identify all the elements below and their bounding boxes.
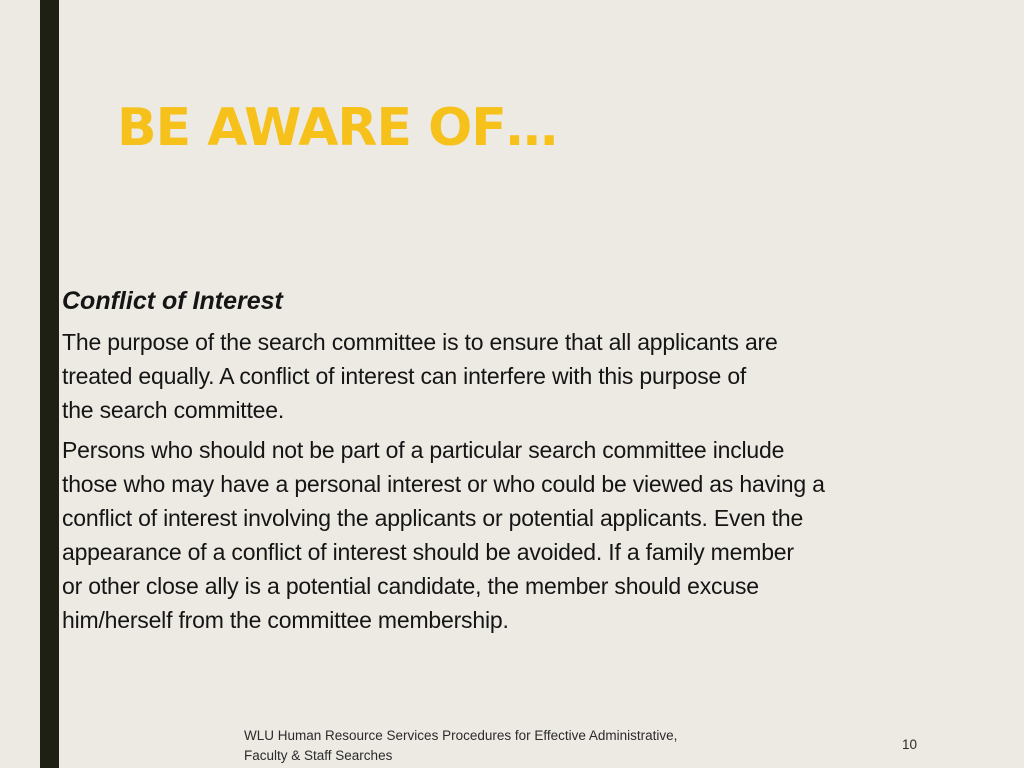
slide-content [62,283,962,643]
paragraph-persons: Persons who should not be part of a particular search committee include those who may have a personal interest or who could be viewed as having a conflict of interest involving the applicants or potential applicants. Even the appearance of a conflict of interest should be avoided. If a family member or other close ally is a potential candidate, the member should excuse him/herself from the committee membership. [62,437,825,633]
page-number: 10 [902,737,918,752]
slide-title: BE AWARE OF… [117,98,557,158]
paragraph-purpose: The purpose of the search committee is to ensure that all applicants are treated equally. A conflict of interest can interfere with this purpose of the search committee. [62,329,778,423]
section-heading: Conflict of Interest [62,287,283,315]
left-accent-bar [40,0,59,768]
footer-text: WLU Human Resource Services Procedures for Effective Administrative, Faculty & Staff Searches [244,728,678,763]
